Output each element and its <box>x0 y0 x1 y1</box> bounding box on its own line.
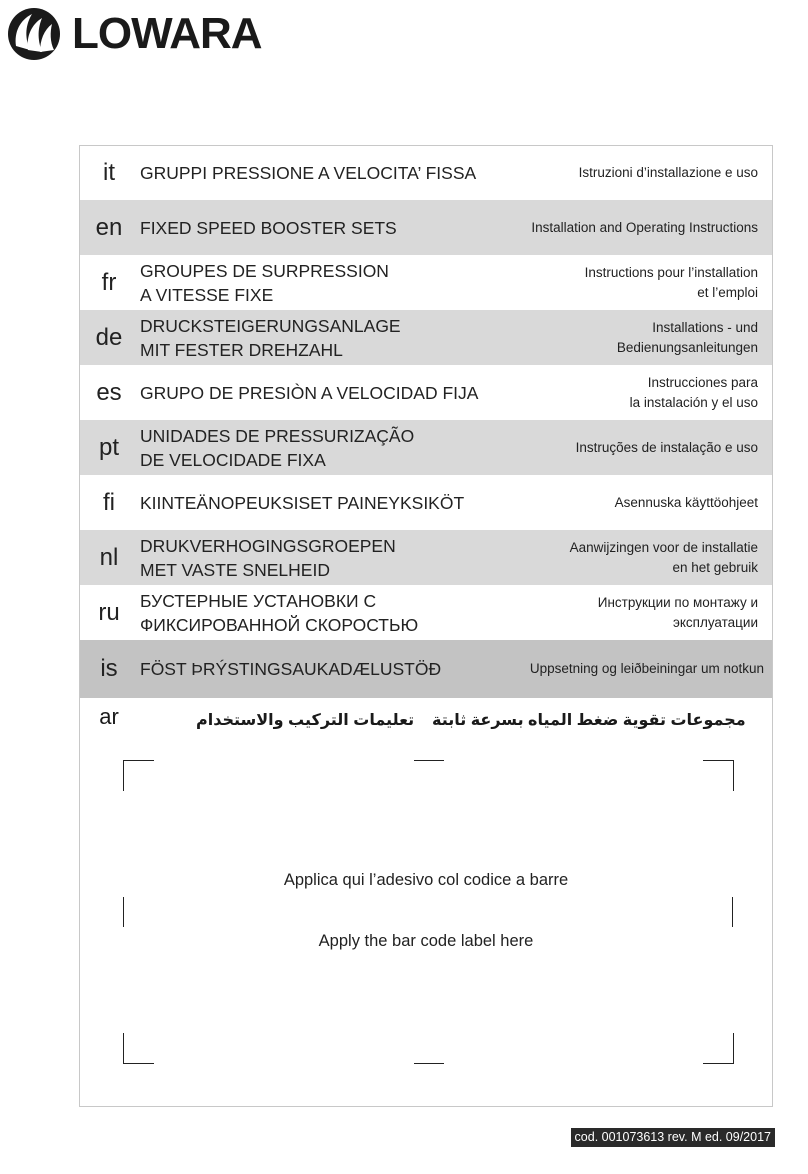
instructions-title <box>598 585 758 640</box>
language-row-ar <box>80 700 772 740</box>
language-row-fr <box>80 255 772 310</box>
instructions-title-line: Installations - und <box>652 319 758 335</box>
language-code: es <box>96 378 122 406</box>
crop-mark-top-center <box>414 760 444 761</box>
instructions-title-line: Instruções de instalação e uso <box>575 439 758 455</box>
language-row-nl <box>80 530 772 585</box>
product-title-line: MET VASTE SNELHEID <box>140 559 330 580</box>
language-code: it <box>103 158 115 186</box>
instructions-title <box>615 475 758 530</box>
document-code: cod. 001073613 rev. M ed. 09/2017 <box>571 1128 775 1147</box>
product-title-line: GRUPO DE PRESIÒN A VELOCIDAD FIJA <box>140 382 479 403</box>
product-title-line: UNIDADES DE PRESSURIZAÇÃO <box>140 425 415 446</box>
product-title-line: GRUPPI PRESSIONE A VELOCITA’ FISSA <box>140 162 477 183</box>
product-title-line: ФИКСИРОВАННОЙ СКОРОСТЬЮ <box>140 614 419 635</box>
product-title-line: DE VELOCIDADE FIXA <box>140 449 326 470</box>
language-row-es <box>80 365 772 420</box>
language-code: ru <box>98 598 120 626</box>
language-code: fr <box>101 268 117 296</box>
product-title-line: FÖST ÞRÝSTINGSAUKADÆLUSTÖÐ <box>140 659 442 679</box>
instructions-title-line: Uppsetning og leiðbeiningar um notkun <box>529 661 764 676</box>
instructions-title <box>585 255 758 310</box>
language-row-pt <box>80 420 772 475</box>
language-row-fi <box>80 475 772 530</box>
instructions-title-line: la instalación y el uso <box>629 394 758 410</box>
product-title-line: A VITESSE FIXE <box>140 284 274 305</box>
language-code: is <box>100 655 118 682</box>
product-title-line: FIXED SPEED BOOSTER SETS <box>140 217 397 238</box>
instructions-title-line: эксплуатации <box>672 614 758 630</box>
product-title <box>140 365 478 420</box>
instructions-title-line: Instrucciones para <box>647 374 758 390</box>
crop-mark-mid-right <box>732 897 733 927</box>
product-title-line: DRUKVERHOGINGSGROEPEN <box>140 535 396 556</box>
product-title <box>140 200 397 255</box>
product-title-line: MIT FESTER DREHZAHL <box>140 339 343 360</box>
product-title <box>140 145 476 200</box>
instructions-title-line: Инструкции по монтажу и <box>597 594 758 610</box>
language-code: de <box>95 323 123 351</box>
instructions-title-line: Asennuska käyttöohjeet <box>614 494 758 510</box>
product-title <box>140 420 414 475</box>
language-code: pt <box>98 433 119 461</box>
product-title-ar: مجموعات تقوية ضغط المياه بسرعة ثابتة <box>432 712 746 729</box>
instructions-title <box>579 145 758 200</box>
instructions-title <box>630 365 758 420</box>
instructions-title <box>530 640 764 698</box>
instructions-title-line: Bedienungsanleitungen <box>616 339 758 355</box>
instructions-title-line: en het gebruik <box>672 559 758 575</box>
instructions-title-line: Installation and Operating Instructions <box>531 219 758 235</box>
product-title-line: GROUPES DE SURPRESSION <box>140 260 389 281</box>
language-code: nl <box>99 543 119 571</box>
barcode-instruction-it: Applica qui l’adesivo col codice a barre <box>283 871 569 889</box>
language-row-de <box>80 310 772 365</box>
product-title <box>140 530 396 585</box>
language-row-ru <box>80 585 772 640</box>
product-title-line: KIINTEÄNOPEUKSISET PAINEYKSIKÖT <box>140 492 465 513</box>
crop-mark-top-left <box>123 760 154 791</box>
brand-logo <box>6 6 262 62</box>
language-row-it <box>80 145 772 200</box>
language-code: en <box>95 213 123 241</box>
instructions-title-line: Instructions pour l’installation <box>584 264 758 280</box>
instructions-title <box>531 200 758 255</box>
instructions-title-ar: تعليمات التركيب والاستخدام <box>196 712 415 729</box>
product-title <box>140 310 401 365</box>
language-row-is <box>80 640 772 698</box>
product-title-line: DRUCKSTEIGERUNGSANLAGE <box>140 315 401 336</box>
product-title <box>140 255 389 310</box>
language-row-en <box>80 200 772 255</box>
lowara-logo-icon <box>6 6 64 62</box>
crop-mark-mid-left <box>123 897 124 927</box>
language-code: fi <box>103 488 115 516</box>
instructions-title <box>576 420 758 475</box>
instructions-title <box>570 530 758 585</box>
product-title-line: БУСТЕРНЫЕ УСТАНОВКИ С <box>140 590 377 611</box>
product-title <box>140 475 464 530</box>
language-code: ar <box>99 704 119 729</box>
instructions-title-line: et l’emploi <box>697 284 758 300</box>
product-title <box>140 640 441 698</box>
crop-mark-bottom-center <box>414 1063 444 1064</box>
crop-mark-top-right <box>703 760 734 791</box>
instructions-title <box>617 310 758 365</box>
instructions-title-line: Istruzioni d’installazione e uso <box>578 164 758 180</box>
instructions-title-line: Aanwijzingen voor de installatie <box>569 539 758 555</box>
barcode-instruction-en: Apply the bar code label here <box>318 932 534 950</box>
crop-mark-bottom-left <box>123 1033 154 1064</box>
brand-name: LOWARA <box>72 9 262 58</box>
crop-mark-bottom-right <box>703 1033 734 1064</box>
product-title <box>140 585 418 640</box>
